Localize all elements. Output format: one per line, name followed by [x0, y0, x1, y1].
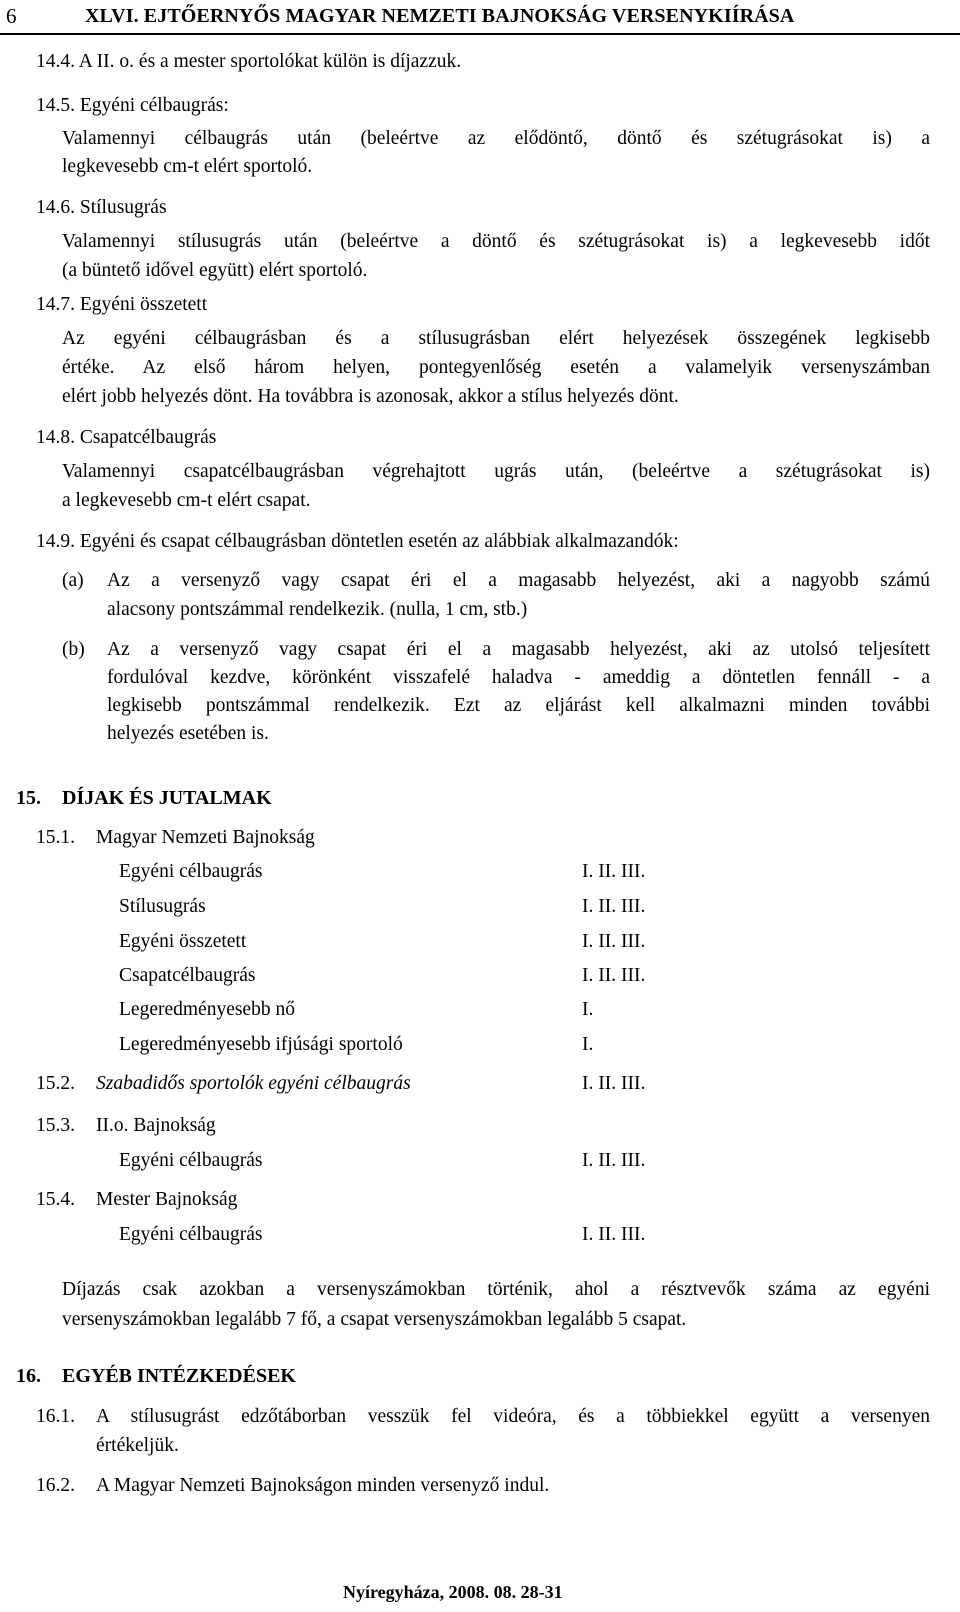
- document-title: XLVI. EJTŐERNYŐS MAGYAR NEMZETI BAJNOKSÁG VERSENYKIÍRÁSA: [85, 5, 795, 27]
- section-14-6-text-2: (a büntető idővel együtt) elért sportoló.: [62, 260, 368, 281]
- item-a-text-2: alacsony pontszámmal rendelkezik. (nulla, 1 cm, stb.): [107, 599, 528, 620]
- prize-row-label: Egyéni célbaugrás: [119, 861, 263, 882]
- prize-note-2: versenyszámokban legalább 7 fő, a csapat versenyszámokban legalább 5 csapat.: [62, 1309, 687, 1330]
- prize-row-label: Legeredményesebb ifjúsági sportoló: [119, 1034, 403, 1055]
- section-15-3-title: II.o. Bajnokság: [96, 1115, 216, 1136]
- section-15-title: DÍJAK ÉS JUTALMAK: [62, 787, 272, 809]
- section-14-8-heading: 14.8. Csapatcélbaugrás: [36, 427, 217, 448]
- section-15-2-title: Szabadidős sportolók egyéni célbaugrás: [96, 1073, 411, 1094]
- section-16-1-number: 16.1.: [36, 1406, 75, 1427]
- section-14-4: 14.4. A II. o. és a mester sportolókat külön is díjazzuk.: [36, 51, 462, 72]
- section-14-6-heading: 14.6. Stílusugrás: [36, 197, 167, 218]
- section-14-9-heading: 14.9. Egyéni és csapat célbaugrásban döntetlen esetén az alábbiak alkalmazandók:: [36, 531, 679, 552]
- section-15-3-number: 15.3.: [36, 1115, 75, 1136]
- section-14-5-heading: 14.5. Egyéni célbaugrás:: [36, 95, 229, 116]
- prize-row-places: I. II. III.: [582, 931, 646, 952]
- section-14-7-text-2: értéke. Az első három helyen, pontegyenlőség esetén a valamelyik versenyszámban: [62, 357, 930, 378]
- section-14-6-text-1: Valamennyi stílusugrás után (beleértve a döntő és szétugrásokat is) a legkevesebb időt: [62, 231, 930, 252]
- section-16-number: 16.: [16, 1365, 41, 1387]
- prize-row-label: Legeredményesebb nő: [119, 999, 295, 1020]
- section-15-4-number: 15.4.: [36, 1189, 75, 1210]
- section-16-1-text-2: értékeljük.: [96, 1435, 179, 1456]
- prize-row-places: I.: [582, 1034, 594, 1055]
- item-b-text-1: Az a versenyző vagy csapat éri el a magasabb helyezést, aki az utolsó teljesített: [107, 639, 930, 660]
- item-a-text-1: Az a versenyző vagy csapat éri el a magasabb helyezést, aki a nagyobb számú: [107, 570, 930, 591]
- item-b-label: (b): [62, 639, 85, 660]
- prize-row-label: Egyéni célbaugrás: [119, 1224, 263, 1245]
- page-number: 6: [6, 4, 17, 28]
- section-15-1-title: Magyar Nemzeti Bajnokság: [96, 827, 315, 848]
- section-14-8-text-2: a legkevesebb cm-t elért csapat.: [62, 490, 311, 511]
- section-14-5-text-2: legkevesebb cm-t elért sportoló.: [62, 156, 313, 177]
- section-15-2-number: 15.2.: [36, 1073, 75, 1094]
- section-16-2-number: 16.2.: [36, 1475, 75, 1496]
- prize-row-places: I. II. III.: [582, 1150, 646, 1171]
- prize-row-label: Stílusugrás: [119, 896, 206, 917]
- prize-row-places: I. II. III.: [582, 1224, 646, 1245]
- section-14-7-text-3: elért jobb helyezés dönt. Ha továbbra is azonosak, akkor a stílus helyezés dönt.: [62, 386, 679, 407]
- section-14-7-text-1: Az egyéni célbaugrásban és a stílusugrásban elért helyezések összegének legkisebb: [62, 328, 930, 349]
- section-15-1-number: 15.1.: [36, 827, 75, 848]
- page-footer: Nyíregyháza, 2008. 08. 28-31: [343, 1582, 563, 1602]
- section-14-7-heading: 14.7. Egyéni összetett: [36, 294, 208, 315]
- section-14-8-text-1: Valamennyi csapatcélbaugrásban végrehajtott ugrás után, (beleértve a szétugrásokat is): [62, 461, 930, 482]
- prize-row-label: Egyéni összetett: [119, 931, 247, 952]
- header-divider: [0, 33, 960, 35]
- prize-row-places: I. II. III.: [582, 965, 646, 986]
- section-16-2-text: A Magyar Nemzeti Bajnokságon minden versenyző indul.: [96, 1475, 550, 1496]
- prize-row-label: Egyéni célbaugrás: [119, 1150, 263, 1171]
- item-a-label: (a): [62, 570, 84, 591]
- item-b-text-4: helyezés esetében is.: [107, 723, 269, 744]
- item-b-text-2: fordulóval kezdve, körönként visszafelé haladva - ameddig a döntetlen fennáll - a: [107, 667, 930, 688]
- prize-note-1: Díjazás csak azokban a versenyszámokban történik, ahol a résztvevők száma az egyéni: [62, 1279, 930, 1300]
- section-14-5-text-1: Valamennyi célbaugrás után (beleértve az elődöntő, döntő és szétugrásokat is) a: [62, 128, 930, 149]
- section-16-title: EGYÉB INTÉZKEDÉSEK: [62, 1365, 296, 1387]
- prize-row-label: Csapatcélbaugrás: [119, 965, 256, 986]
- section-16-1-text-1: A stílusugrást edzőtáborban vesszük fel videóra, és a többiekkel együtt a versenyen: [96, 1406, 930, 1427]
- section-15-4-title: Mester Bajnokság: [96, 1189, 238, 1210]
- item-b-text-3: legkisebb pontszámmal rendelkezik. Ezt az eljárást kell alkalmazni minden további: [107, 695, 930, 716]
- prize-row-places: I. II. III.: [582, 896, 646, 917]
- prize-row-places: I.: [582, 999, 594, 1020]
- section-15-number: 15.: [16, 787, 41, 809]
- prize-row-places: I. II. III.: [582, 861, 646, 882]
- prize-row-places: I. II. III.: [582, 1073, 646, 1094]
